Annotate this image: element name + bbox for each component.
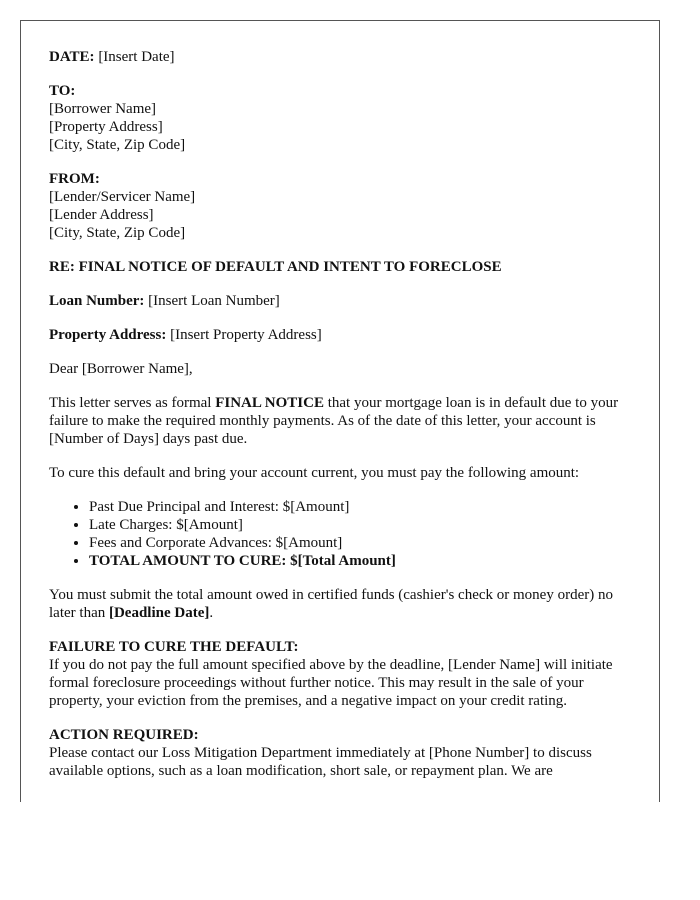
deadline-date: [Deadline Date] (108, 605, 210, 621)
subject-line (49, 258, 631, 276)
charge-item: • Past Due Principal and Interest: $[Amount] (89, 498, 631, 516)
total-amount-text: TOTAL AMOUNT TO CURE: $[Total Amount] (89, 553, 396, 569)
submit-text-end: . (209, 605, 214, 621)
from-line: [Lender/Servicer Name] (49, 189, 196, 205)
action-section (49, 726, 631, 780)
cure-intro: To cure this default and bring your account current, you must pay the following amount: (49, 465, 580, 481)
charge-item: • Late Charges: $[Amount] (89, 516, 631, 534)
loan-number-line (49, 292, 631, 310)
property-address-value: [Insert Property Address] (170, 327, 322, 343)
loan-number-label: Loan Number: (49, 293, 145, 309)
salutation: Dear [Borrower Name], (49, 361, 193, 377)
failure-heading: FAILURE TO CURE THE DEFAULT: (49, 639, 299, 655)
to-line: [Borrower Name] (49, 101, 157, 117)
action-heading: ACTION REQUIRED: (49, 727, 199, 743)
from-label: FROM: (49, 171, 100, 187)
date-value: [Insert Date] (98, 49, 175, 65)
to-line: [Property Address] (49, 119, 163, 135)
intro-text-end: that your mortgage loan is in default due to your failure to make the required monthly payments. As of the date of this letter, your account is [Number of Days] days past due. (49, 395, 619, 447)
final-notice-emphasis: FINAL NOTICE (215, 395, 324, 411)
intro-text-start: This letter serves as formal (49, 395, 216, 411)
charges-list (49, 498, 631, 570)
from-block (49, 170, 631, 242)
loan-number-value: [Insert Loan Number] (148, 293, 280, 309)
property-address-label: Property Address: (49, 327, 167, 343)
property-address-line (49, 326, 631, 344)
to-block (49, 82, 631, 154)
action-text: Please contact our Loss Mitigation Department immediately at [Phone Number] to discuss available options, such as a loan modification, short sale, or repayment plan. We are (49, 745, 592, 779)
failure-section (49, 638, 631, 710)
letter-page (20, 20, 660, 802)
intro-paragraph (49, 394, 631, 448)
date-line (49, 48, 631, 66)
total-amount-item (89, 552, 631, 570)
submit-paragraph (49, 586, 631, 622)
to-line: [City, State, Zip Code] (49, 137, 186, 153)
submit-text-start: You must submit the total amount owed in certified funds (cashier's check or money order) no later than (49, 587, 613, 621)
subject-text: RE: FINAL NOTICE OF DEFAULT AND INTENT TO FORECLOSE (49, 259, 502, 275)
charge-item: • Fees and Corporate Advances: $[Amount] (89, 534, 631, 552)
from-line: [Lender Address] (49, 207, 154, 223)
to-label: TO: (49, 83, 76, 99)
from-line: [City, State, Zip Code] (49, 225, 186, 241)
date-label: DATE: (49, 49, 95, 65)
failure-text: If you do not pay the full amount specified above by the deadline, [Lender Name] will initiate formal foreclosure proceedings without further notice. This may result in the sale of your property, your eviction from the premises, and a negative impact on your credit rating. (49, 657, 613, 709)
